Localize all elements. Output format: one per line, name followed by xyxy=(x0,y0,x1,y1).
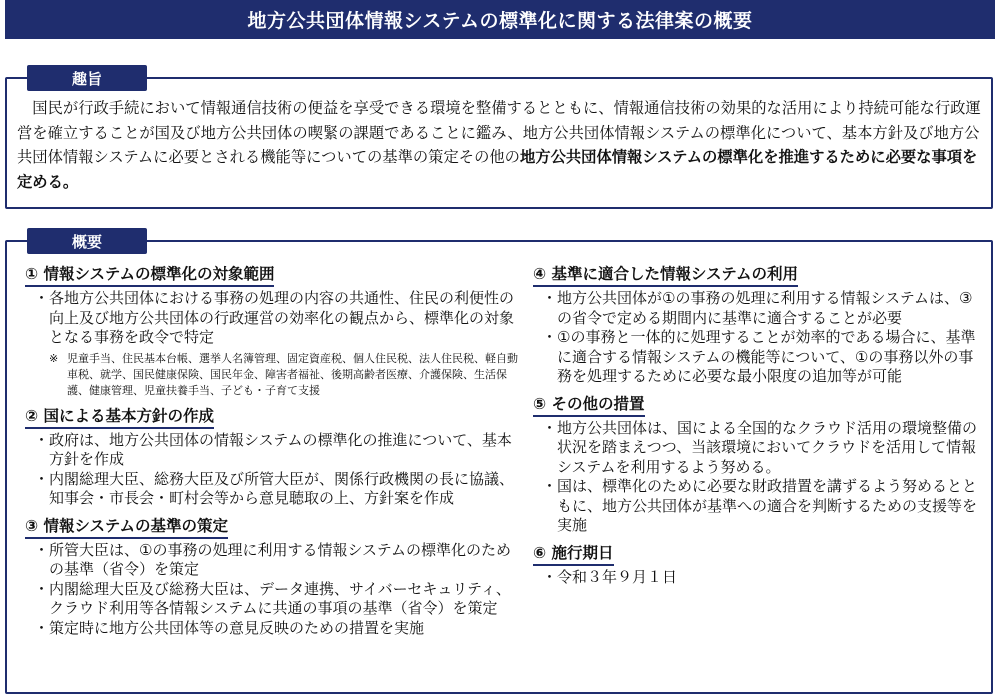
section-system-use xyxy=(533,264,983,387)
list-item: ・ ①の事務と一体的に処理することが効率的である場合に、基準に適合する情報システムの機能等について、①の事務以外の事務を処理するために必要な最小限度の追加等が可能 xyxy=(542,328,976,385)
overview-tab: 概要 xyxy=(27,228,147,254)
list-item: ・ 国は、標準化のために必要な財政措置を講ずるよう努めるとともに、地方公共団体が基準への適合を判断するための支援等を実施 xyxy=(542,477,978,534)
purpose-tab: 趣旨 xyxy=(27,65,147,91)
list-item: ・ 各地方公共団体における事務の処理の内容の共通性、住民の利便性の向上及び地方公共団体の行政運営の効率化の観点から、標準化の対象となる事務を政令で特定 xyxy=(34,289,515,346)
list-item: ・ 政府は、地方公共団体の情報システムの標準化の推進について、基本方針を作成 xyxy=(34,430,512,468)
section-heading: ④ 基準に適合した情報システムの利用 xyxy=(533,264,798,287)
section-heading: ② 国による基本方針の作成 xyxy=(25,406,214,429)
overview-left-column xyxy=(25,264,521,645)
section-basic-policy xyxy=(25,406,521,509)
section-heading: ⑤ その他の措置 xyxy=(533,394,645,417)
list-item: ・ 内閣総理大臣、総務大臣及び所管大臣が、関係行政機関の長に協議、知事会・市長会・町村会等から意見聴取の上、方針案を作成 xyxy=(34,469,515,507)
section-heading: ① 情報システムの標準化の対象範囲 xyxy=(25,264,274,287)
list-item: ・ 策定時に地方公共団体等の意見反映のための措置を実施 xyxy=(34,618,425,637)
purpose-box xyxy=(5,69,993,209)
list-item: ・ 所管大臣は、①の事務の処理に利用する情報システムの標準化のための基準（省令）を策定 xyxy=(34,540,511,578)
list-item: ・ 地方公共団体が①の事務の処理に利用する情報システムは、③の省令で定める期間内に基準に適合することが必要 xyxy=(542,289,973,327)
list-item: ・ 内閣総理大臣及び総務大臣は、データ連携、サイバーセキュリティ、クラウド利用等各情報システムに共通の事項の基準（省令）を策定 xyxy=(34,579,511,617)
list-item: ・ 令和３年９月１日 xyxy=(542,567,678,586)
section-heading: ③ 情報システムの基準の策定 xyxy=(25,516,228,539)
overview-box xyxy=(5,232,993,694)
purpose-text-plain: 国民が行政手続において情報通信技術の便益を享受できる環境を整備するとともに、情報通信技術の効果的な活用により持続可能な行政運営を確立することが国及び地方公共団体の喫緊の課題であることに鑑み、地方公共団体情報システムの標準化について、基本方針及び地方公共団体情報システムに必要とされる機能等についての基準の策定その他の xyxy=(17,99,981,166)
section-scope xyxy=(25,264,521,399)
section-other-measures xyxy=(533,394,983,536)
purpose-text-bold: 地方公共団体情報システムの標準化を推進するために必要な事項を定める。 xyxy=(17,148,978,191)
section-effective-date xyxy=(533,543,983,588)
list-item: ・ 地方公共団体は、国による全国的なクラウド活用の環境整備の状況を踏まえつつ、当該環境においてクラウドを活用して情報システムを利用するよう努める。 xyxy=(542,418,978,476)
section-standards xyxy=(25,516,521,639)
note: ※ 児童手当、住民基本台帳、選挙人名簿管理、固定資産税、個人住民税、法人住民税、軽自動車税、就学、国民健康保険、国民年金、障害者福祉、後期高齢者医療、介護保険、生活保護、健康管理、児童扶養手当、子ども・子育て支援 xyxy=(49,351,518,397)
purpose-text xyxy=(17,96,981,194)
note-mark: ※ xyxy=(49,351,59,365)
overview-right-column xyxy=(533,264,983,594)
page-title: 地方公共団体情報システムの標準化に関する法律案の概要 xyxy=(5,0,995,39)
section-heading: ⑥ 施行期日 xyxy=(533,543,614,566)
